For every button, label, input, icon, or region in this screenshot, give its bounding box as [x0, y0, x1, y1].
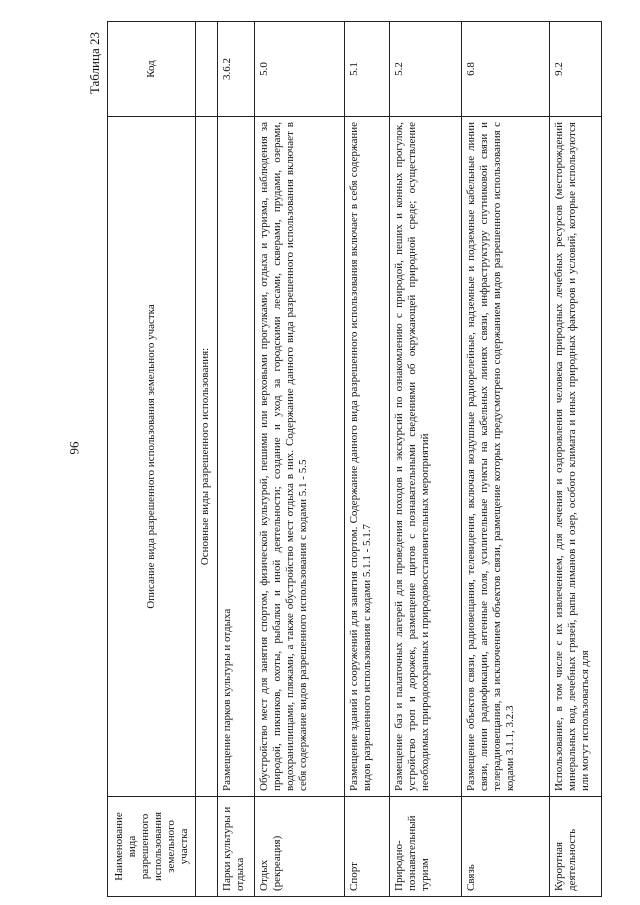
- row-code: 5.0: [255, 22, 345, 117]
- row-description: Использование, в том числе с их извлечением, для лечения и оздоровления человека природных лечебных ресурсов (месторождений минеральных вод, лечебных грязей, рапы лиманов и озер, особого климата и иных природных факторов и условий, которые используются или могут использоваться для: [550, 117, 602, 797]
- table-row: [390, 22, 462, 897]
- row-description: Обустройство мест для занятия спортом, физической культурой, пешими или верховыми прогулками, отдыха и туризма, наблюдения за природой, пикников, охоты, рыбалки и иной деятельности; создание и уход за городскими лесами, скверами, прудами, озерами, водохранилищами, пляжами, а также обустройство мест отдыха в них. Содержание данного вида разрешенного использования включает в себя содержание видов разрешенного использования с кодами 5.1 - 5.5: [255, 117, 345, 797]
- row-name: Связь: [462, 797, 550, 897]
- section-empty-cell: [196, 22, 218, 117]
- table-header-row: [108, 22, 196, 897]
- table-row: [255, 22, 345, 897]
- row-description: Размещение объектов связи, радиовещания, телевидения, включая воздушные радиорелейные, надземные и подземные кабельные линии связи, линии радиофикации, антенные поля, усилительные пункты на кабельных линиях связи, инфраструктуру спутниковой связи и телерадиовещания, за исключением объектов связи, размещение которых предусмотрено содержанием видов разрешенного использования с кодами 3.1.1, 3.2.3: [462, 117, 550, 797]
- row-description: Размещение парков культуры и отдыха: [218, 117, 255, 797]
- row-code: 5.2: [390, 22, 462, 117]
- table-row: [345, 22, 390, 897]
- row-code: 5.1: [345, 22, 390, 117]
- row-name: Природно-познавательный туризм: [390, 797, 462, 897]
- row-name: Спорт: [345, 797, 390, 897]
- header-name: Наименование вида разрешенного использования земельного участка: [108, 797, 196, 897]
- rotated-page-content: [87, 22, 591, 897]
- section-row: [196, 22, 218, 897]
- table-row: [218, 22, 255, 897]
- table-row: [462, 22, 550, 897]
- row-description: Размещение баз и палаточных лагерей для проведения походов и экскурсий по ознакомлению с природой, пеших и конных прогулок, устройство троп и дорожек, размещение щитов с познавательными сведениями об окружающей природной среде; осуществление необходимых природоохранных и природовосстановительных мероприятий: [390, 117, 462, 797]
- row-code: 3.6.2: [218, 22, 255, 117]
- table-row: [550, 22, 602, 897]
- row-code: 9.2: [550, 22, 602, 117]
- row-name: Парки культуры и отдыха: [218, 797, 255, 897]
- row-name: Курортная деятельность: [550, 797, 602, 897]
- section-title: Основные виды разрешенного использования:: [196, 117, 218, 797]
- row-code: 6.8: [462, 22, 550, 117]
- table-caption: Таблица 23: [87, 32, 102, 95]
- land-use-table: [107, 21, 602, 897]
- row-description: Размещение зданий и сооружений для занятия спортом. Содержание данного вида разрешенного использования включает в себя содержание видов разрешенного использования с кодами 5.1.1 - 5.1.7: [345, 117, 390, 797]
- page-number: 96: [67, 441, 82, 455]
- row-name: Отдых (рекреация): [255, 797, 345, 897]
- section-empty-cell: [196, 797, 218, 897]
- header-description: Описание вида разрешенного использования земельного участка: [108, 117, 196, 797]
- header-code: Код: [108, 22, 196, 117]
